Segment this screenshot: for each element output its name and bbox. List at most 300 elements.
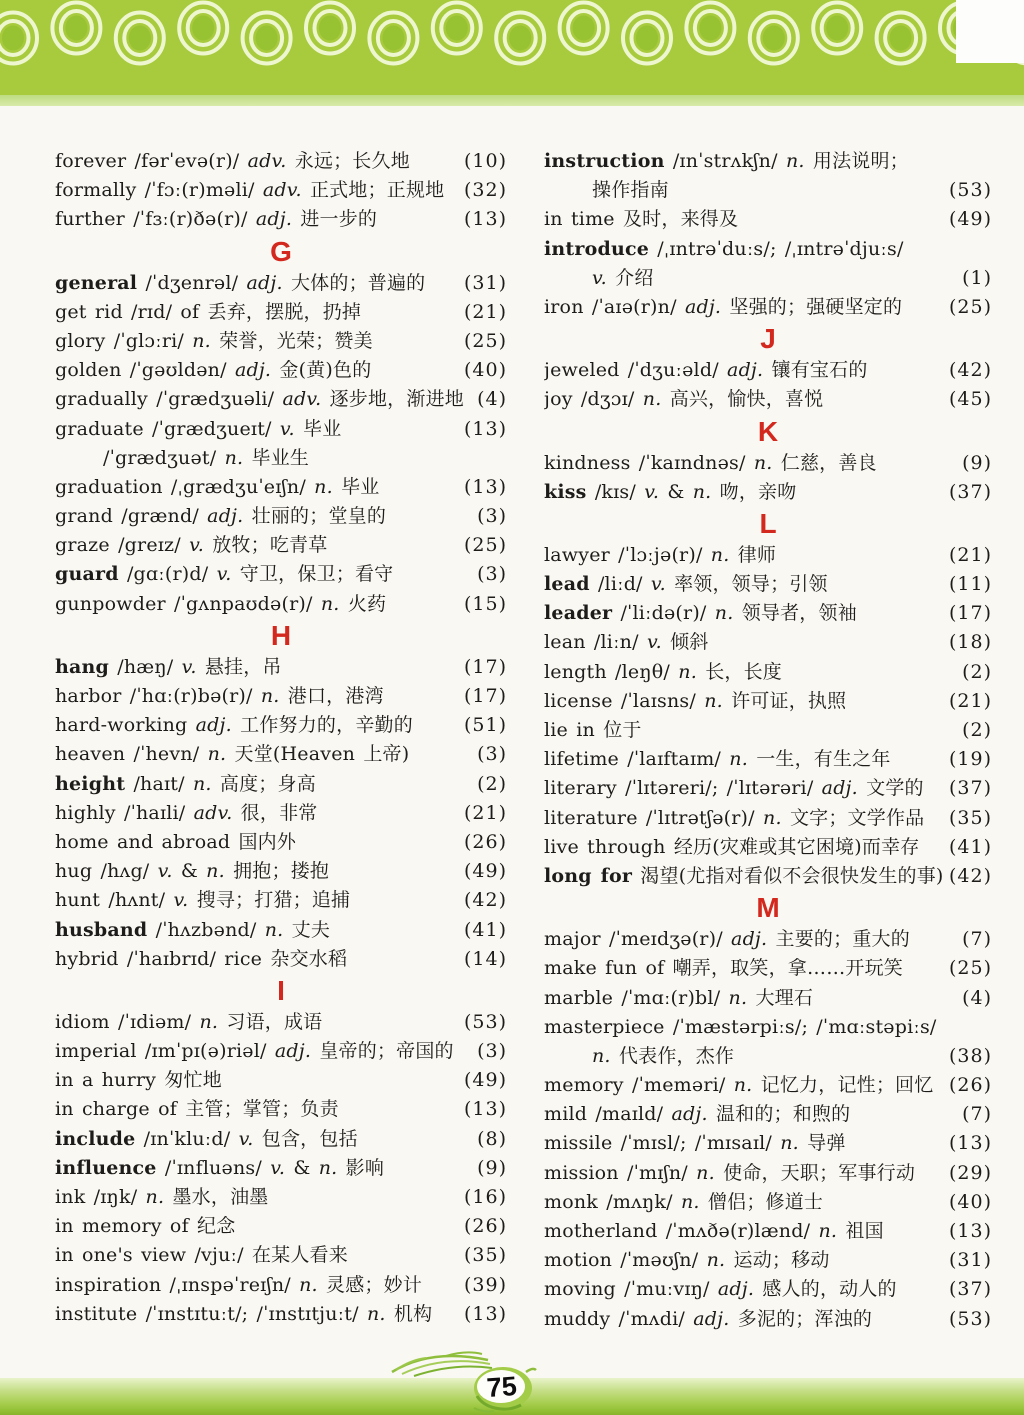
entry-row [544, 599, 992, 628]
entry-text [55, 653, 460, 682]
entry-segment: lean /liːn/ [544, 631, 647, 654]
entry-segment: 导弹 [798, 1132, 846, 1155]
entry-row [55, 1008, 507, 1037]
entry-segment: /gɑː(r)d/ [118, 563, 217, 586]
headword: instruction [544, 150, 665, 172]
entry-segment: motion /ˈməʊʃn/ [544, 1249, 707, 1272]
entry-row [544, 833, 992, 862]
entry-segment: 大体的；普遍的 [282, 271, 426, 294]
entry-segment: in one's view /vjuː/ 在某人看来 [55, 1244, 348, 1267]
entry-text [544, 984, 958, 1013]
glossary-column-right [544, 147, 992, 1334]
entry-segment: 拥抱；搂抱 [224, 860, 330, 883]
entry-segment: length /leŋθ/ [544, 660, 679, 683]
entry-row [544, 1071, 992, 1100]
pos-label: adj. [255, 208, 293, 231]
entry-segment: 坚强的；强硬坚定的 [721, 295, 903, 318]
entry-text [55, 385, 473, 414]
entry-text [544, 356, 945, 385]
entry-segment: imperial /ɪmˈpɪ(ə)riəl/ [55, 1040, 275, 1063]
entry-row [55, 711, 507, 740]
entry-row [55, 799, 507, 828]
pos-label: v. [157, 860, 173, 883]
entry-segment: 高兴，愉快，喜悦 [661, 388, 824, 411]
pos-label: v. [646, 631, 662, 654]
entry-text [592, 1042, 945, 1071]
entry-row [544, 356, 992, 385]
pos-label: n. [264, 918, 284, 941]
pos-label: adv. [247, 150, 287, 172]
entry-index: (13) [463, 417, 507, 440]
pos-label: n. [681, 1190, 700, 1213]
entry-text [592, 264, 958, 293]
entry-index: (25) [948, 295, 992, 318]
entry-segment: 正式地；正规地 [301, 179, 445, 202]
pos-label: adj. [821, 777, 858, 800]
entry-index: (42) [463, 889, 507, 912]
headword: kiss [544, 480, 587, 503]
entry-index: (15) [463, 592, 507, 615]
pos-label: n. [366, 1302, 386, 1325]
section-letter: K [757, 415, 779, 447]
entry-text [55, 1241, 460, 1270]
entry-text [55, 502, 473, 531]
entry-text [544, 628, 945, 657]
entry-text [544, 1100, 958, 1129]
entry-row [544, 716, 992, 745]
pos-label: adj. [731, 928, 768, 951]
entry-row [544, 541, 992, 570]
entry-row [55, 916, 507, 945]
entry-index: (13) [948, 1220, 992, 1242]
entry-text [55, 1212, 460, 1241]
pos-label: n. [642, 388, 662, 411]
entry-row [55, 886, 507, 915]
entry-text [544, 449, 958, 478]
entry-text [544, 570, 945, 599]
entry-segment: literature /ˈlɪtrətʃə(r)/ [544, 806, 764, 829]
pos-label: n. [692, 480, 712, 503]
entry-segment: 领导者，领袖 [733, 602, 857, 625]
section-letter: G [270, 235, 292, 267]
entry-segment: mission /ˈmɪʃn/ [544, 1161, 697, 1184]
entry-segment: & [172, 860, 207, 883]
entry-row [55, 1183, 507, 1212]
entry-index: (2) [477, 772, 507, 795]
entry-text [55, 1125, 473, 1154]
entry-segment: iron /ˈaɪə(r)n/ [544, 295, 685, 318]
entry-segment: 火药 [339, 592, 387, 615]
entry-segment: 包含，包括 [253, 1127, 358, 1150]
pos-label: n. [260, 685, 280, 707]
entry-text [544, 774, 945, 803]
entry-index: (21) [948, 689, 992, 712]
pos-label: v. [238, 1127, 254, 1150]
entry-row [544, 774, 992, 803]
entry-segment: grand /grænd/ [55, 505, 208, 528]
entry-index: (1) [962, 266, 992, 289]
entry-row [544, 1100, 992, 1129]
entry-index: (9) [477, 1156, 507, 1179]
entry-segment: 守卫，保卫；看守 [231, 563, 394, 586]
entry-index: (45) [948, 388, 992, 411]
circle-ornament [0, 0, 1024, 95]
entry-row [55, 298, 507, 327]
entry-text [55, 828, 460, 857]
pos-label: n. [704, 689, 723, 712]
entry-segment: 僧侣；修道士 [699, 1190, 824, 1213]
section-letter: L [759, 507, 777, 539]
entry-segment: 仁慈，善良 [772, 451, 877, 474]
entry-text [544, 804, 945, 833]
pos-label: v. [181, 655, 197, 678]
entry-segment: 习语，成语 [218, 1010, 323, 1033]
entry-index: (21) [463, 801, 507, 824]
entry-row [55, 1212, 507, 1241]
entry-text [544, 385, 945, 414]
glossary-column-left [55, 147, 507, 1329]
pos-label: v. [216, 563, 232, 586]
pos-label: n. [728, 986, 748, 1009]
pos-label: adj. [274, 1040, 312, 1063]
entry-segment: 放牧；吃青草 [204, 534, 328, 557]
entry-row [55, 1066, 507, 1095]
entry-segment: gradually /ˈgrædʒuəli/ [55, 388, 283, 411]
entry-text [544, 235, 992, 264]
entry-index: (37) [948, 480, 992, 503]
entry-segment: idiom /ˈɪdiəm/ [55, 1010, 200, 1033]
headword: height [55, 772, 126, 795]
entry-segment: further /ˈfɜː(r)ðə(r)/ [55, 208, 256, 231]
entry-row [55, 176, 507, 205]
pos-label: n. [696, 1161, 715, 1184]
entry-index: (16) [463, 1186, 507, 1208]
entry-row [55, 857, 507, 886]
entry-index: (2) [962, 660, 992, 683]
pos-label: n. [192, 329, 211, 352]
pos-label: n. [314, 475, 333, 498]
entry-segment: lawyer /ˈlɔːjə(r)/ [544, 543, 711, 566]
entry-segment: lifetime /ˈlaɪftaɪm/ [544, 748, 730, 771]
entry-index: (26) [948, 1074, 992, 1097]
header-band [0, 0, 1024, 95]
entry-text [55, 356, 460, 385]
entry-text [55, 415, 460, 444]
entry-index: (19) [948, 748, 992, 771]
entry-row [544, 1013, 992, 1042]
entry-row [55, 1241, 507, 1270]
entry-segment: 多泥的；浑浊的 [729, 1307, 873, 1330]
corner-cutout [956, 0, 1024, 63]
entry-segment: 操作指南 [592, 179, 669, 202]
headword: include [55, 1127, 136, 1150]
entry-segment: 影响 [337, 1156, 385, 1179]
entry-text [544, 862, 945, 891]
headword: leader [544, 602, 613, 625]
entry-index: (41) [463, 918, 507, 941]
entry-text [55, 327, 460, 356]
entry-row [55, 1300, 507, 1329]
entry-row [544, 1042, 992, 1071]
entry-index: (8) [477, 1127, 507, 1150]
pos-label: n. [199, 1010, 219, 1033]
entry-row [544, 235, 992, 264]
entry-segment: & [659, 480, 693, 503]
entry-index: (9) [962, 451, 992, 474]
entry-row [544, 478, 992, 507]
entry-segment: golden /ˈgəʊldən/ [55, 359, 235, 382]
entry-text [103, 444, 507, 473]
entry-segment: 搜寻；打猎；追捕 [188, 889, 351, 912]
entry-segment: hard-working [55, 714, 196, 737]
entry-segment: 吻，亲吻 [711, 480, 797, 503]
entry-row [544, 1129, 992, 1158]
entry-segment: 毕业生 [243, 446, 310, 469]
entry-index: (35) [463, 1244, 507, 1267]
pos-label: n. [206, 860, 225, 883]
entry-segment: 运动；移动 [725, 1249, 830, 1272]
entry-row [544, 658, 992, 687]
entry-segment: 祖国 [837, 1220, 884, 1242]
entry-row [55, 356, 507, 385]
entry-segment: 使命，天职；军事行动 [714, 1161, 916, 1184]
entry-index: (25) [463, 534, 507, 557]
entry-index: (53) [948, 179, 992, 202]
entry-segment: 工作努力的，辛勤的 [231, 714, 413, 737]
entry-text [544, 1071, 945, 1100]
entry-index: (39) [463, 1273, 507, 1296]
entry-text [55, 1066, 460, 1095]
entry-segment: 倾斜 [661, 631, 709, 654]
entry-segment: 文学的 [857, 777, 924, 800]
entry-text [55, 298, 460, 327]
entry-index: (31) [948, 1249, 992, 1272]
entry-index: (42) [948, 359, 992, 382]
entry-segment: 介绍 [606, 266, 654, 289]
entry-index: (10) [463, 150, 507, 172]
entry-index: (3) [477, 563, 507, 586]
entry-segment: 金(黄)色的 [271, 359, 372, 382]
entry-segment: 皇帝的；帝国的 [311, 1040, 454, 1063]
entry-index: (49) [463, 860, 507, 883]
entry-index: (29) [948, 1161, 992, 1184]
entry-text [544, 1013, 992, 1042]
pos-label: v. [279, 417, 295, 440]
entry-segment: 律师 [729, 543, 777, 566]
entry-row [55, 473, 507, 502]
entry-row [544, 205, 992, 234]
entry-segment: 温和的；和煦的 [707, 1103, 851, 1126]
entry-row [544, 1246, 992, 1275]
entry-segment: 灵感；妙计 [317, 1273, 423, 1296]
entry-segment: /ɪnˈstrʌkʃn/ [664, 150, 786, 172]
entry-row [55, 1125, 507, 1154]
entry-index: (35) [948, 806, 992, 829]
entry-index: (40) [948, 1190, 992, 1213]
entry-index: (40) [463, 359, 507, 382]
entry-index: (49) [948, 208, 992, 231]
entry-row [544, 1217, 992, 1246]
entry-index: (31) [463, 271, 507, 294]
entry-text [55, 1271, 460, 1300]
entry-segment: /haɪt/ [125, 772, 193, 795]
entry-segment: 天堂(Heaven 上帝) [226, 743, 410, 766]
entry-index: (2) [962, 719, 992, 741]
entry-row [544, 862, 992, 891]
entry-index: (41) [948, 835, 992, 858]
pos-label: n. [710, 543, 730, 566]
entry-segment: 感人的，动人的 [754, 1278, 897, 1301]
entry-segment: 用法说明； [804, 150, 909, 172]
entry-text [55, 1008, 460, 1037]
entry-text [55, 886, 460, 915]
entry-row [55, 682, 507, 711]
entry-index: (25) [948, 957, 992, 980]
header-strip [0, 95, 1024, 106]
entry-segment: forever /fərˈevə(r)/ [55, 150, 248, 172]
entry-row [544, 264, 992, 293]
entry-row [544, 449, 992, 478]
entry-index: (3) [477, 743, 507, 766]
pos-label: adj. [207, 505, 244, 528]
entry-index: (17) [463, 655, 507, 678]
section-letter: H [270, 619, 292, 651]
entry-segment: 永远；长久地 [286, 150, 410, 172]
entry-text [592, 176, 945, 205]
entry-text [544, 1129, 945, 1158]
entry-segment: 毕业 [332, 475, 380, 498]
entry-segment: marble /ˈmɑː(r)bl/ [544, 986, 729, 1009]
entry-row [544, 687, 992, 716]
entry-index: (17) [463, 685, 507, 707]
entry-segment: gunpowder /ˈgʌnpaʊdə(r)/ [55, 592, 321, 615]
entry-segment: monk /mʌŋk/ [544, 1190, 681, 1213]
entry-row [55, 653, 507, 682]
entry-text [55, 740, 473, 769]
entry-text [55, 560, 473, 589]
entry-text [544, 833, 945, 862]
entry-index: (7) [962, 1103, 992, 1126]
entry-row [544, 570, 992, 599]
entry-row [544, 176, 992, 205]
entry-segment: hug /hʌg/ [55, 860, 158, 883]
entry-row [544, 1159, 992, 1188]
entry-segment: 进一步的 [292, 208, 378, 231]
entry-row [55, 269, 507, 298]
entry-segment: 毕业 [294, 417, 342, 440]
entry-text [544, 1305, 945, 1334]
entry-index: (18) [948, 631, 992, 654]
entry-segment: 渴望(尤指对看似不会很快发生的事) [632, 864, 944, 887]
entry-row [544, 293, 992, 322]
entry-text [55, 205, 460, 234]
entry-segment: mild /maɪld/ [544, 1103, 672, 1126]
entry-row [544, 147, 992, 176]
entry-index: (42) [948, 864, 992, 887]
entry-segment: formally /ˈfɔː(r)məli/ [55, 179, 263, 202]
pos-label: n. [192, 772, 212, 795]
entry-segment: /kɪs/ [586, 480, 645, 503]
section-letter: J [760, 323, 776, 355]
pos-label: adj. [671, 1103, 708, 1126]
section-letter: I [277, 974, 285, 1006]
entry-segment: license /ˈlaɪsns/ [544, 689, 705, 712]
entry-index: (38) [948, 1044, 992, 1067]
pos-label: n. [706, 1249, 726, 1272]
pos-label: n. [763, 806, 782, 829]
pos-label: n. [733, 1074, 753, 1097]
entry-index: (4) [962, 986, 992, 1009]
entry-index: (17) [948, 602, 992, 625]
entry-segment: 主要的；重大的 [767, 928, 910, 951]
entry-index: (13) [463, 1098, 507, 1121]
entry-index: (4) [477, 388, 507, 411]
entry-text [544, 1246, 945, 1275]
entry-index: (13) [948, 1132, 992, 1155]
pos-label: n. [318, 1156, 338, 1179]
entry-segment: graduate /ˈgrædʒueɪt/ [55, 417, 280, 440]
entry-row [55, 770, 507, 799]
entry-segment: 逐步地，渐进地 [321, 388, 464, 411]
entry-text [55, 1154, 473, 1183]
entry-text [544, 293, 945, 322]
entry-segment: masterpiece /ˈmæstərpiːs/; /ˈmɑːstəpiːs/ [544, 1015, 937, 1038]
entry-row [544, 984, 992, 1013]
entry-text [544, 745, 945, 774]
entry-segment: moving /ˈmuːvɪŋ/ [544, 1278, 718, 1301]
entry-index: (26) [463, 1215, 507, 1238]
pos-label: n. [753, 451, 773, 474]
entry-text [544, 1275, 945, 1304]
entry-text [544, 687, 945, 716]
entry-segment: literary /ˈlɪtəreri/; /ˈlɪtərəri/ [544, 777, 822, 800]
entry-segment: motherland /ˈmʌðə(r)lænd/ [544, 1220, 819, 1242]
entry-text [544, 658, 958, 687]
pos-label: n. [714, 602, 734, 625]
entry-row [55, 1037, 507, 1066]
entry-text [55, 531, 460, 560]
entry-segment: graduation /ˌgrædʒuˈeɪʃn/ [55, 475, 315, 498]
entry-row [544, 628, 992, 657]
entry-segment: memory /ˈmeməri/ [544, 1074, 734, 1097]
entry-row [55, 205, 507, 234]
entry-segment: 镶有宝石的 [763, 359, 868, 382]
entry-row [544, 925, 992, 954]
entry-segment: in time 及时，来得及 [544, 208, 739, 231]
entry-text [544, 599, 945, 628]
entry-row [544, 385, 992, 414]
entry-text [544, 925, 958, 954]
entry-text [55, 799, 460, 828]
entry-row [55, 385, 507, 414]
headword: husband [55, 918, 148, 941]
entry-segment: institute /ˈɪnstɪtuːt/; /ˈɪnstɪtjuːt/ [55, 1302, 367, 1325]
entry-row [55, 327, 507, 356]
headword: long for [544, 864, 633, 887]
entry-segment: kindness /ˈkaɪndnəs/ [544, 451, 754, 474]
headword: introduce [544, 237, 650, 260]
pos-label: n. [224, 446, 244, 469]
entry-index: (21) [463, 300, 507, 323]
pos-label: n. [780, 1132, 799, 1155]
entry-index: (21) [948, 543, 992, 566]
entry-segment: & [285, 1156, 319, 1179]
entry-text [55, 176, 460, 205]
entry-text [544, 205, 945, 234]
entry-row [544, 1275, 992, 1304]
pos-label: n. [785, 150, 805, 172]
pos-label: adj. [717, 1278, 755, 1301]
